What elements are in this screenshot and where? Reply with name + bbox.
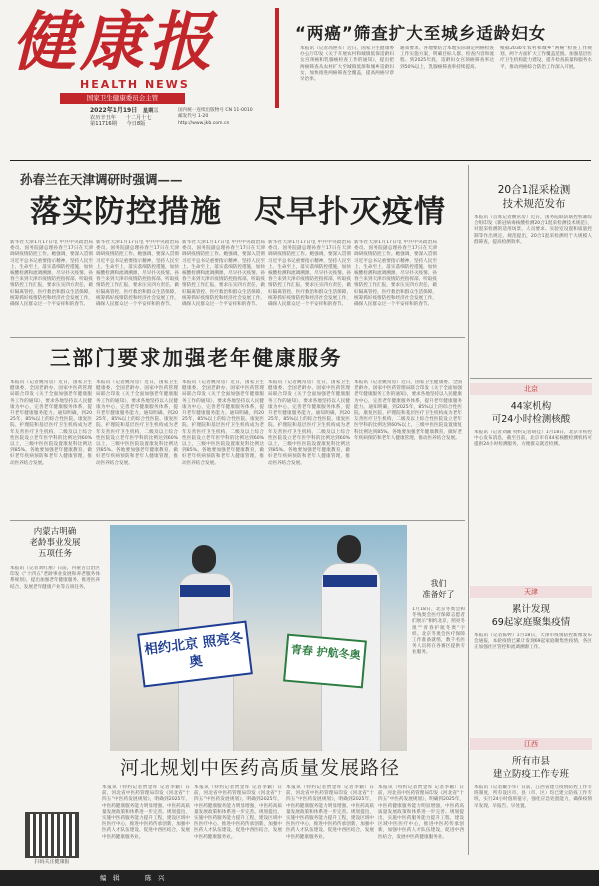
photo-sign-1: 相约北京 照亮冬奥 [137,620,253,687]
masthead-red-rule [275,8,279,108]
tianjin-body-col-1: 新华社天津1月17日电 中共中央政治局委员、国务院副总理孙春兰17日在天津调研疫情防控工作。她强调，要深入贯彻习近平总书记重要指示精神，坚持人民至上、生命至上，落实落细防控措施，加快核酸检测和流调溯源，尽早扑灭疫情。孙春兰来到天津市疫情防控指挥部，听取疫情防控工作汇报，要求压实四方责任，做好隔离管控、医疗救治和群众生活保障，统筹抓好疫情防控和经济社会发展工作，确保人民群众过一个平安祥和的春节。 [10,240,93,308]
hebei-body-col-1: 本报讯（特约记者贾金库 记者李颖）日前，河北省中医药管理局印发《河北省“十四五”中医药发展规划》，明确到2025年，中医药健康服务能力明显增强，中医药高质量发展政策和体系进一步完善。规划提出，实施中医药服务能力提升工程，建设区域中医医疗中心，推进中医药传承创新，加强中医药人才队伍建设，促进中西医结合，发展中医药健康服务业。 [102,785,190,840]
masthead-title: 健康报 [12,5,216,80]
tianjin-body-col-2: 新华社天津1月17日电 中共中央政治局委员、国务院副总理孙春兰17日在天津调研疫情防控工作。她强调，要深入贯彻习近平总书记重要指示精神，坚持人民至上、生命至上，落实落细防控措施，加快核酸检测和流调溯源，尽早扑灭疫情。孙春兰来到天津市疫情防控指挥部，听取疫情防控工作汇报，要求压实四方责任，做好隔离管控、医疗救治和群众生活保障，统筹抓好疫情防控和经济社会发展工作，确保人民群众过一个平安祥和的春节。 [96,240,179,308]
top-article-col-3: 根据2030年农村和城乡“两癌”检查工作规划，两个方面扩大工作覆盖范围。加强基层医疗卫生机构能力建设，提升检查质量和服务水平，推动两癌综合防治工作深入开展。 [500,46,592,70]
qr-code[interactable] [25,812,79,858]
masthead-post-label: 邮发代号 1-20 [178,114,209,120]
innermongolia-body: 本报讯（记者刘红翔）日前，内蒙古自治区印发《“十四五”老龄事业发展和养老服务体系规划》，提出加强老年健康服务、推进医养结合、发展老年健康产业等五项任务。 [10,566,100,590]
top-article-headline: “两癌”筛查扩大至城乡适龄妇女 [295,24,547,43]
masthead-weekday: 星期三 [142,108,159,114]
masthead-lunar1: 农历辛丑年 [90,114,116,121]
tianjin-col-headline: 累计发现 69起家庭聚集疫情 [491,604,571,628]
hebei-body-col-2: 本报讯（特约记者贾金库 记者李颖）日前，河北省中医药管理局印发《河北省“十四五”中医药发展规划》，明确到2025年，中医药健康服务能力明显增强，中医药高质量发展政策和体系进一步完善。规划提出，实施中医药服务能力提升工程，建设区域中医医疗中心，推进中医药传承创新，加强中医药人才队伍建设，促进中西医结合，发展中医药健康服务业。 [194,785,282,840]
footer-editor-label: 编 辑 [100,874,120,882]
top-article-col-2: 通知要求，各地要结合本地实际制定两癌检查工作实施方案，明确目标人群、检查内容和流程。到2025年底，适龄妇女宫颈癌筛查率达到50%以上，乳腺癌筛查率持续提高。 [400,46,494,70]
masthead-cn-label: 国内统一连续出版物号 CN 11-0010 [178,108,253,113]
footer-bar [0,870,599,886]
qr-caption: 扫码关注健康报 [34,859,70,865]
jiangxi-region-tag: 江西 [470,738,592,750]
tianjin-body-col-5: 新华社天津1月17日电 中共中央政治局委员、国务院副总理孙春兰17日在天津调研疫情防控工作。她强调，要深入贯彻习近平总书记重要指示精神，坚持人民至上、生命至上，落实落细防控措施，加快核酸检测和流调溯源，尽早扑灭疫情。孙春兰来到天津市疫情防控指挥部，听取疫情防控工作汇报，要求压实四方责任，做好隔离管控、医疗救治和群众生活保障，统筹抓好疫情防控和经济社会发展工作，确保人民群众过一个平安祥和的春节。 [354,240,437,308]
beijing-region-tag: 北京 [470,383,592,395]
divider-masthead [10,160,591,161]
photo-sign-2: 青春 护航冬奥 [283,634,367,689]
elderly-body-col-3: 本报讯（记者姚常房）近日，国家卫生健康委、全国老龄办、国家中医药管理局联合印发《关于全面加强老年健康服务工作的通知》，要求各地坚持以人民健康为中心，完善老年健康服务体系，提升老年健康服务能力。通知明确，到2025年，85%以上的综合性医院、康复医院、护理院和基层医疗卫生机构成为老年友善医疗卫生机构，二级及以上综合性医院设立老年医学科的比例达到60%以上，三级中医医院设置康复科比例达到85%。各地要加强老年健康教育，做好老年疾病预防和老年人健康管理，推动医养结合发展。 [182,380,264,466]
photo-caption-title: 我们 准备好了 [422,579,455,599]
masthead-english: HEALTH NEWS [80,78,190,91]
hebei-body-col-4: 本报讯（特约记者贾金库 记者李颖）日前，河北省中医药管理局印发《河北省“十四五”中医药发展规划》，明确到2025年，中医药健康服务能力明显增强，中医药高质量发展政策和体系进一步完善。规划提出，实施中医药服务能力提升工程，建设区域中医医疗中心，推进中医药传承创新，加强中医药人才队伍建设，促进中西医结合，发展中医药健康服务业。 [378,785,464,840]
rapid-test-body: 本报讯（首席记者姚常房）近日，国务院联防联控机制综合组印发《新冠病毒核酸检测20合1混采检测技术规范》，对混采检测的适用场景、人员要求、实验室设置和质量控制等作出规定。规范提出，20合1混采检测用于大规模人群筛查，提高检测效率。 [474,215,592,245]
divider-elderly [10,520,465,521]
innermongolia-box [10,524,100,809]
masthead-tagline: 国家卫生健康委员会主管 [60,93,185,104]
elderly-headline: 三部门要求加强老年健康服务 [50,346,343,370]
divider-right-1 [470,378,592,379]
tianjin-body-col-4: 新华社天津1月17日电 中共中央政治局委员、国务院副总理孙春兰17日在天津调研疫情防控工作。她强调，要深入贯彻习近平总书记重要指示精神，坚持人民至上、生命至上，落实落细防控措施，加快核酸检测和流调溯源，尽早扑灭疫情。孙春兰来到天津市疫情防控指挥部，听取疫情防控工作汇报，要求压实四方责任，做好隔离管控、医疗救治和群众生活保障，统筹抓好疫情防控和经济社会发展工作，确保人民群众过一个平安祥和的春节。 [268,240,351,308]
hebei-headline: 河北规划中医药高质量发展路径 [120,757,401,779]
tianjin-col-body: 本报讯（记者陈婷）1月18日，天津市疫情防控新闻发布会通报，本轮疫情已累计发现69起家庭聚集性疫情，各区正加强社区管控和流调溯源工作。 [474,633,592,651]
masthead-logo [12,5,262,80]
jiangxi-body: 本报讯（记者戴小华）日前，江西省建立疫情防控工作专班制度，所有设区市、县（市、区）均已建立防疫工作专班，实行24小时值班值守，强化应急处置能力，确保疫情早发现、早报告、早处置。 [474,785,592,809]
masthead-date: 2022年1月19日 [90,107,138,114]
masthead-pages: 今日8版 [126,121,146,127]
elderly-body-col-1: 本报讯（记者姚常房）近日，国家卫生健康委、全国老龄办、国家中医药管理局联合印发《关于全面加强老年健康服务工作的通知》，要求各地坚持以人民健康为中心，完善老年健康服务体系，提升老年健康服务能力。通知明确，到2025年，85%以上的综合性医院、康复医院、护理院和基层医疗卫生机构成为老年友善医疗卫生机构，二级及以上综合性医院设立老年医学科的比例达到60%以上，三级中医医院设置康复科比例达到85%。各地要加强老年健康教育，做好老年疾病预防和老年人健康管理，推动医养结合发展。 [10,380,92,466]
tianjin-body-col-3: 新华社天津1月17日电 中共中央政治局委员、国务院副总理孙春兰17日在天津调研疫情防控工作。她强调，要深入贯彻习近平总书记重要指示精神，坚持人民至上、生命至上，落实落细防控措施，加快核酸检测和流调溯源，尽早扑灭疫情。孙春兰来到天津市疫情防控指挥部，听取疫情防控工作汇报，要求压实四方责任，做好隔离管控、医疗救治和群众生活保障，统筹抓好疫情防控和经济社会发展工作，确保人民群众过一个平安祥和的春节。 [182,240,265,308]
jiangxi-headline: 所有市县 建立防疫工作专班 [492,756,569,780]
masthead-lunar2: 十二月十七 [125,114,152,121]
top-article-col-1: 本报讯（记者高艳军）近日，国家卫生健康委办公厅印发《关于开展农村和城镇低保适龄妇女宫颈癌和乳腺癌检查工作的通知》，提出把两癌筛查从农村扩大至城镇低保和城乡适龄妇女，加快推进两癌筛查全覆盖，提高两癌早诊早治率。 [300,46,394,83]
innermongolia-headline: 内蒙古明确 老龄事业发展 五项任务 [29,527,81,559]
right-column-divider [468,165,469,855]
masthead-publication-info [178,108,298,127]
photo-caption-body: 1月18日，北京冬奥会和冬残奥会医疗保障志愿者们展示“相约北京，照亮冬奥”“青春护航冬奥”字样。北京冬奥会医疗保障工作准备就绪，数千名医务人员将在各赛区提供专业服务。 [412,607,465,656]
masthead-issue: 第11716期 [90,121,117,127]
elderly-body-col-4: 本报讯（记者姚常房）近日，国家卫生健康委、全国老龄办、国家中医药管理局联合印发《关于全面加强老年健康服务工作的通知》，要求各地坚持以人民健康为中心，完善老年健康服务体系，提升老年健康服务能力。通知明确，到2025年，85%以上的综合性医院、康复医院、护理院和基层医疗卫生机构成为老年友善医疗卫生机构，二级及以上综合性医院设立老年医学科的比例达到60%以上，三级中医医院设置康复科比例达到85%。各地要加强老年健康教育，做好老年疾病预防和老年人健康管理，推动医养结合发展。 [268,380,350,466]
beijing-headline: 44家机构 可24小时检测核酸 [491,401,571,425]
footer-editor-name: 陈 兴 [145,874,165,882]
divider-tianjin [10,337,465,338]
beijing-body: 本报讯（记者刘颖 特约记者胡佳）1月18日，北京市疾控中心发布消息，截至目前，北京市有44家核酸检测机构可提供24小时检测服务，方便群众就近检测。 [474,430,592,448]
tianjin-headline: 落实防控措施 尽早扑灭疫情 [30,194,446,230]
elderly-body-col-2: 本报讯（记者姚常房）近日，国家卫生健康委、全国老龄办、国家中医药管理局联合印发《关于全面加强老年健康服务工作的通知》，要求各地坚持以人民健康为中心，完善老年健康服务体系，提升老年健康服务能力。通知明确，到2025年，85%以上的综合性医院、康复医院、护理院和基层医疗卫生机构成为老年友善医疗卫生机构，二级及以上综合性医院设立老年医学科的比例达到60%以上，三级中医医院设置康复科比例达到85%。各地要加强老年健康教育，做好老年疾病预防和老年人健康管理，推动医养结合发展。 [96,380,178,466]
tianjin-region-tag: 天津 [470,586,592,598]
tianjin-kicker: 孙春兰在天津调研时强调—— [20,172,183,187]
rapid-test-headline: 20合1混采检测 技术规范发布 [497,184,571,210]
elderly-body-col-5: 本报讯（记者姚常房）近日，国家卫生健康委、全国老龄办、国家中医药管理局联合印发《关于全面加强老年健康服务工作的通知》，要求各地坚持以人民健康为中心，完善老年健康服务体系，提升老年健康服务能力。通知明确，到2025年，85%以上的综合性医院、康复医院、护理院和基层医疗卫生机构成为老年友善医疗卫生机构，二级及以上综合性医院设立老年医学科的比例达到60%以上，三级中医医院设置康复科比例达到85%。各地要加强老年健康教育，做好老年疾病预防和老年人健康管理，推动医养结合发展。 [354,380,462,441]
hebei-body-col-3: 本报讯（特约记者贾金库 记者李颖）日前，河北省中医药管理局印发《河北省“十四五”中医药发展规划》，明确到2025年，中医药健康服务能力明显增强，中医药高质量发展政策和体系进一步完善。规划提出，实施中医药服务能力提升工程，建设区域中医医疗中心，推进中医药传承创新，加强中医药人才队伍建设，促进中西医结合，发展中医药健康服务业。 [286,785,374,840]
volunteers-photo [110,525,407,751]
masthead-website[interactable]: http://www.jkb.com.cn [178,120,230,126]
